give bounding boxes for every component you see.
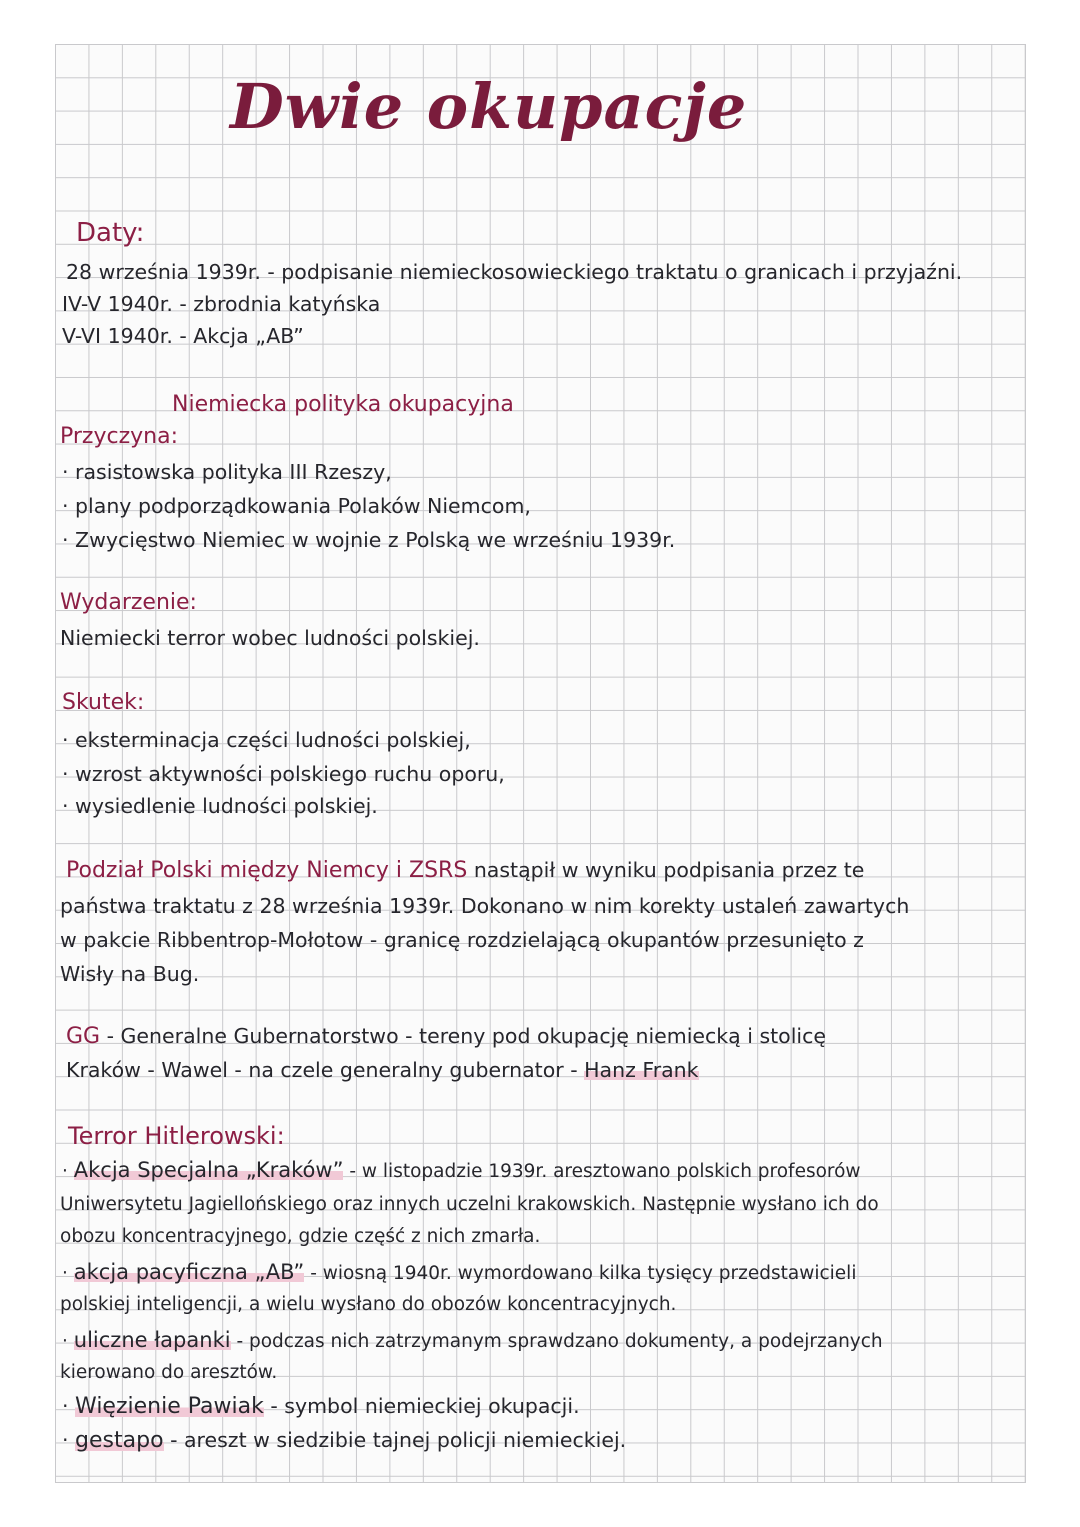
gg-line <box>66 1058 699 1082</box>
terror-item-title: Akcja Specjalna „Kraków” <box>73 1158 344 1182</box>
cause-item: · rasistowska polityka III Rzeszy, <box>62 460 392 484</box>
terror-item-line: obozu koncentracyjnego, gdzie część z nich zmarła. <box>60 1226 541 1247</box>
terror-heading: Terror Hitlerowski: <box>68 1122 285 1150</box>
partition-line: państwa traktatu z 28 września 1939r. Dokonano w nim korekty ustaleń zawartych <box>60 894 910 918</box>
terror-item-text: - wiosną 1940r. wymordowano kilka tysięcy przedstawicieli <box>304 1263 857 1284</box>
terror-item-text: - w listopadzie 1939r. aresztowano polskich profesorów <box>343 1161 861 1182</box>
gg-highlight: Hanz Frank <box>584 1058 699 1082</box>
terror-item-title: uliczne łapanki <box>73 1328 231 1352</box>
terror-item-line: polskiej inteligencji, a wielu wysłano do obozów koncentracyjnych. <box>60 1294 677 1315</box>
terror-item <box>62 1158 861 1182</box>
date-line: 28 września 1939r. - podpisanie niemieckosowieckiego traktatu o granicach i przyjaźni. <box>66 260 963 284</box>
terror-item-line: Uniwersytetu Jagiellońskiego oraz innych uczelni krakowskich. Następnie wysłano ich do <box>60 1194 879 1215</box>
gg-line <box>66 1024 826 1049</box>
terror-item-text: - podczas nich zatrzymanym sprawdzano dokumenty, a podejrzanych <box>230 1331 883 1352</box>
effect-item: · wysiedlenie ludności polskiej. <box>62 794 378 818</box>
terror-item-title: gestapo <box>75 1428 164 1453</box>
partition-line: w pakcie Ribbentrop-Mołotow - granicę rozdzielającą okupantów przesunięto z <box>60 928 864 952</box>
effect-item: · wzrost aktywności polskiego ruchu oporu, <box>62 762 505 786</box>
terror-item-title: akcja pacyficzna „AB” <box>73 1260 305 1284</box>
terror-item <box>62 1394 580 1419</box>
effect-heading: Skutek: <box>62 690 145 715</box>
partition-lead: Podział Polski między Niemcy i ZSRS <box>66 858 468 883</box>
terror-item <box>62 1428 626 1453</box>
terror-item <box>62 1260 856 1284</box>
terror-item-text: - areszt w siedzibie tajnej policji niemieckiej. <box>163 1428 627 1452</box>
terror-item-title: Więzienie Pawiak <box>75 1394 264 1419</box>
terror-item-line: kierowano do aresztów. <box>60 1362 278 1383</box>
partition-line: Wisły na Bug. <box>60 962 200 986</box>
cause-item: · Zwycięstwo Niemiec w wojnie z Polską we wrześniu 1939r. <box>62 528 675 552</box>
date-line: IV-V 1940r. - zbrodnia katyńska <box>62 292 381 316</box>
gg-text: - Generalne Gubernatorstwo - tereny pod okupację niemiecką i stolicę <box>100 1024 826 1048</box>
dates-heading: Daty: <box>76 218 145 248</box>
terror-item <box>62 1328 883 1352</box>
date-line: V-VI 1940r. - Akcja „AB” <box>62 324 304 348</box>
cause-item: · plany podporządkowania Polaków Niemcom, <box>62 494 531 518</box>
cause-heading: Przyczyna: <box>60 424 178 449</box>
terror-item-text: - symbol niemieckiej okupacji. <box>263 1394 580 1418</box>
gg-lead: GG <box>66 1024 101 1049</box>
event-item: Niemiecki terror wobec ludności polskiej. <box>60 626 480 650</box>
event-heading: Wydarzenie: <box>60 590 197 615</box>
gg-text: Kraków - Wawel - na czele generalny gubernator - <box>66 1058 585 1082</box>
partition-line <box>66 858 864 883</box>
section-heading: Niemiecka polityka okupacyjna <box>172 392 514 417</box>
partition-text: nastąpił w wyniku podpisania przez te <box>467 858 865 882</box>
effect-item: · eksterminacja części ludności polskiej, <box>62 728 471 752</box>
page-title: Dwie okupacje <box>230 70 748 143</box>
